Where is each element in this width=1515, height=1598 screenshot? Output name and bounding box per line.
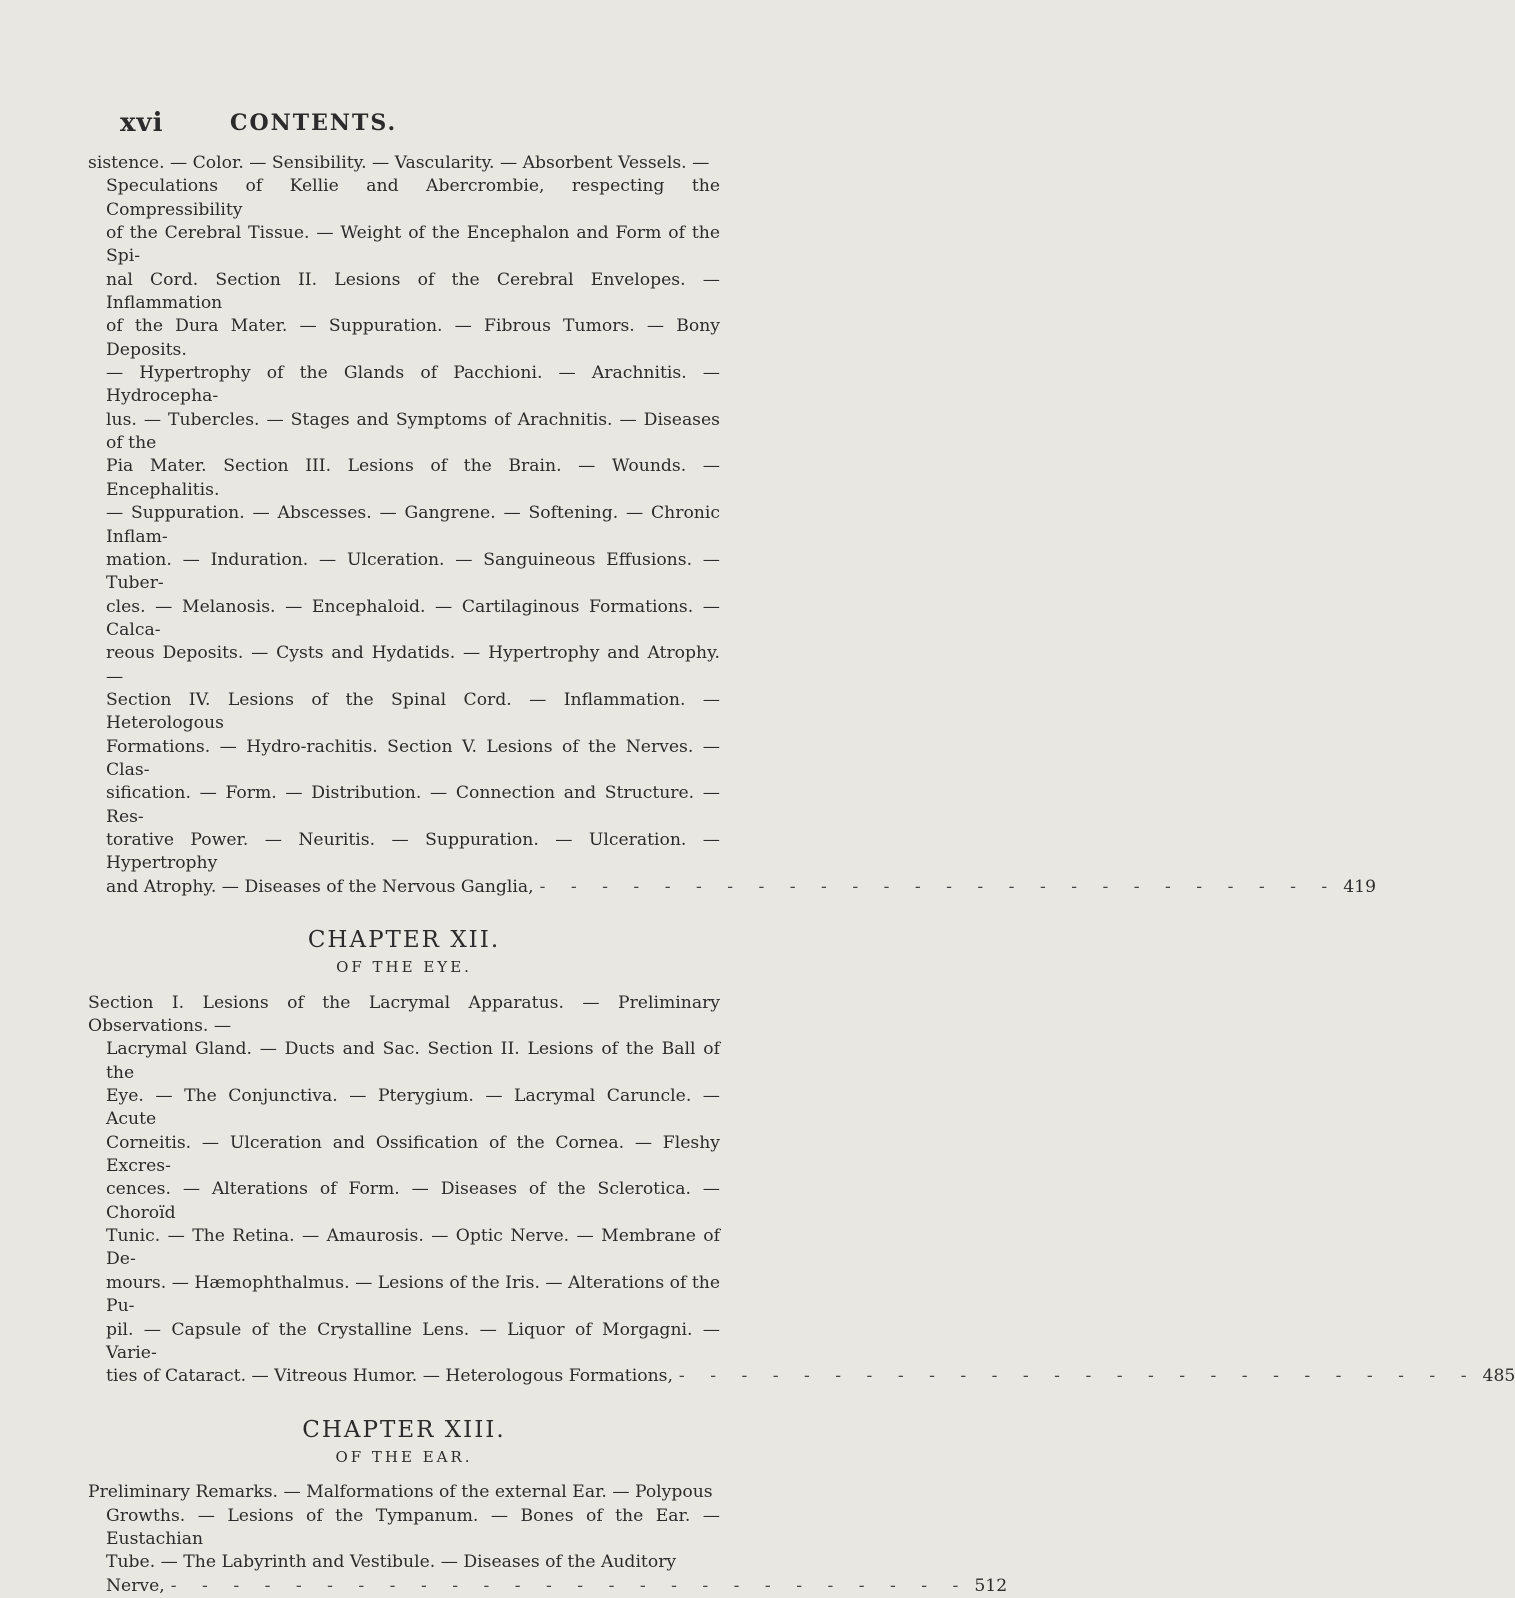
page-reference: 419	[1343, 876, 1377, 897]
entry-line: sistence. — Color. — Sensibility. — Vascularity. — Absorbent Vessels. —	[88, 153, 710, 173]
entry-last-line	[88, 1575, 1008, 1598]
entry-line: — Hypertrophy of the Glands of Pacchioni. — Arachnitis. — Hydrocepha-	[106, 363, 720, 407]
entry-line: pil. — Capsule of the Crystalline Lens. — Liquor of Morgagni. — Varie-	[106, 1319, 720, 1363]
entry-line: nal Cord. Section II. Lesions of the Cerebral Envelopes. — Inflammation	[106, 269, 720, 314]
page-number: xvi	[120, 108, 164, 138]
entry-line: Section I. Lesions of the Lacrymal Apparatus. — Preliminary Observations. —	[88, 992, 720, 1037]
entry-line: Section IV. Lesions of the Spinal Cord. — Inflammation. — Heterologous	[106, 689, 720, 734]
entry-line: cences. — Alterations of Form. — Diseases of the Sclerotica. — Choroïd	[106, 1179, 720, 1223]
entry-line: Tube. — The Labyrinth and Vestibule. — Diseases of the Auditory	[106, 1552, 677, 1573]
entry-line: Lacrymal Gland. — Ducts and Sac. Section II. Lesions of the Ball of the	[106, 1039, 720, 1083]
chapter-title: CHAPTER XII.	[307, 927, 501, 953]
entry-line: Preliminary Remarks. — Malformations of the external Ear. — Polypous	[88, 1482, 713, 1503]
entry-line: lus. — Tubercles. — Stages and Symptoms of Arachnitis. — Diseases of the	[106, 409, 720, 454]
entry-line: ties of Cataract. — Vitreous Humor. — Heterologous Formations,	[106, 1366, 673, 1387]
entry-line: sification. — Form. — Distribution. — Connection and Structure. — Res-	[106, 783, 720, 827]
leader-dots: - - - - - - - - - - - - - - - - - - - - - - - - - -	[539, 876, 1338, 897]
entry-line: torative Power. — Neuritis. — Suppuration. — Ulceration. — Hypertrophy	[106, 829, 720, 874]
entry-line: Eye. — The Conjunctiva. — Pterygium. — Lacrymal Caruncle. — Acute	[106, 1086, 720, 1130]
entry-line: cles. — Melanosis. — Encephaloid. — Cartilaginous Formations. — Calca-	[106, 596, 720, 640]
entry-last-line	[88, 876, 1377, 899]
entry-line: and Atrophy. — Diseases of the Nervous Ganglia,	[106, 876, 534, 897]
entry-line: Formations. — Hydro-rachitis. Section V. Lesions of the Nerves. — Clas-	[106, 736, 720, 780]
entry-line: reous Deposits. — Cysts and Hydatids. — Hypertrophy and Atrophy. —	[106, 643, 720, 687]
chapter-13-heading	[88, 1416, 720, 1470]
contents-entry-chapter-12	[88, 992, 1515, 1389]
entry-last-line	[88, 1365, 1515, 1388]
entry-line: mours. — Hæmophthalmus. — Lesions of the Iris. — Alterations of the Pu-	[106, 1272, 720, 1317]
chapter-subtitle: OF THE EYE.	[336, 958, 472, 977]
chapter-title: CHAPTER XIII.	[302, 1416, 506, 1443]
contents-body	[88, 152, 1515, 1598]
entry-line: of the Dura Mater. — Suppuration. — Fibrous Tumors. — Bony Deposits.	[106, 316, 720, 360]
entry-line: Tunic. — The Retina. — Amaurosis. — Optic Nerve. — Membrane of De-	[106, 1226, 720, 1270]
entry-line: Corneitis. — Ulceration and Ossification of the Cornea. — Fleshy Excres-	[106, 1132, 720, 1177]
entry-line: — Suppuration. — Abscesses. — Gangrene. — Softening. — Chronic Inflam-	[106, 503, 720, 547]
entry-line: Nerve,	[106, 1575, 165, 1596]
page-reference: 512	[974, 1575, 1008, 1596]
contents-entry-chapter-11-continued	[88, 152, 1377, 899]
page-reference: 485	[1482, 1366, 1515, 1387]
chapter-subtitle: OF THE EAR.	[335, 1447, 473, 1466]
leader-dots: - - - - - - - - - - - - - - - - - - - - - - - - - -	[170, 1575, 969, 1596]
chapter-12-heading	[88, 929, 720, 980]
contents-entry-chapter-13	[88, 1481, 1008, 1598]
entry-line: Pia Mater. Section III. Lesions of the Brain. — Wounds. — Encephalitis.	[106, 456, 720, 500]
entry-line: of the Cerebral Tissue. — Weight of the Encephalon and Form of the Spi-	[106, 223, 720, 267]
entry-line: mation. — Induration. — Ulceration. — Sanguineous Effusions. — Tuber-	[106, 549, 720, 594]
entry-line: Speculations of Kellie and Abercrombie, respecting the Compressibility	[106, 176, 720, 220]
entry-line: Growths. — Lesions of the Tympanum. — Bones of the Ear. — Eustachian	[106, 1505, 720, 1549]
running-title: CONTENTS.	[230, 110, 398, 136]
running-head	[120, 108, 720, 138]
leader-dots: - - - - - - - - - - - - - - - - - - - - - - - - - -	[678, 1366, 1477, 1387]
